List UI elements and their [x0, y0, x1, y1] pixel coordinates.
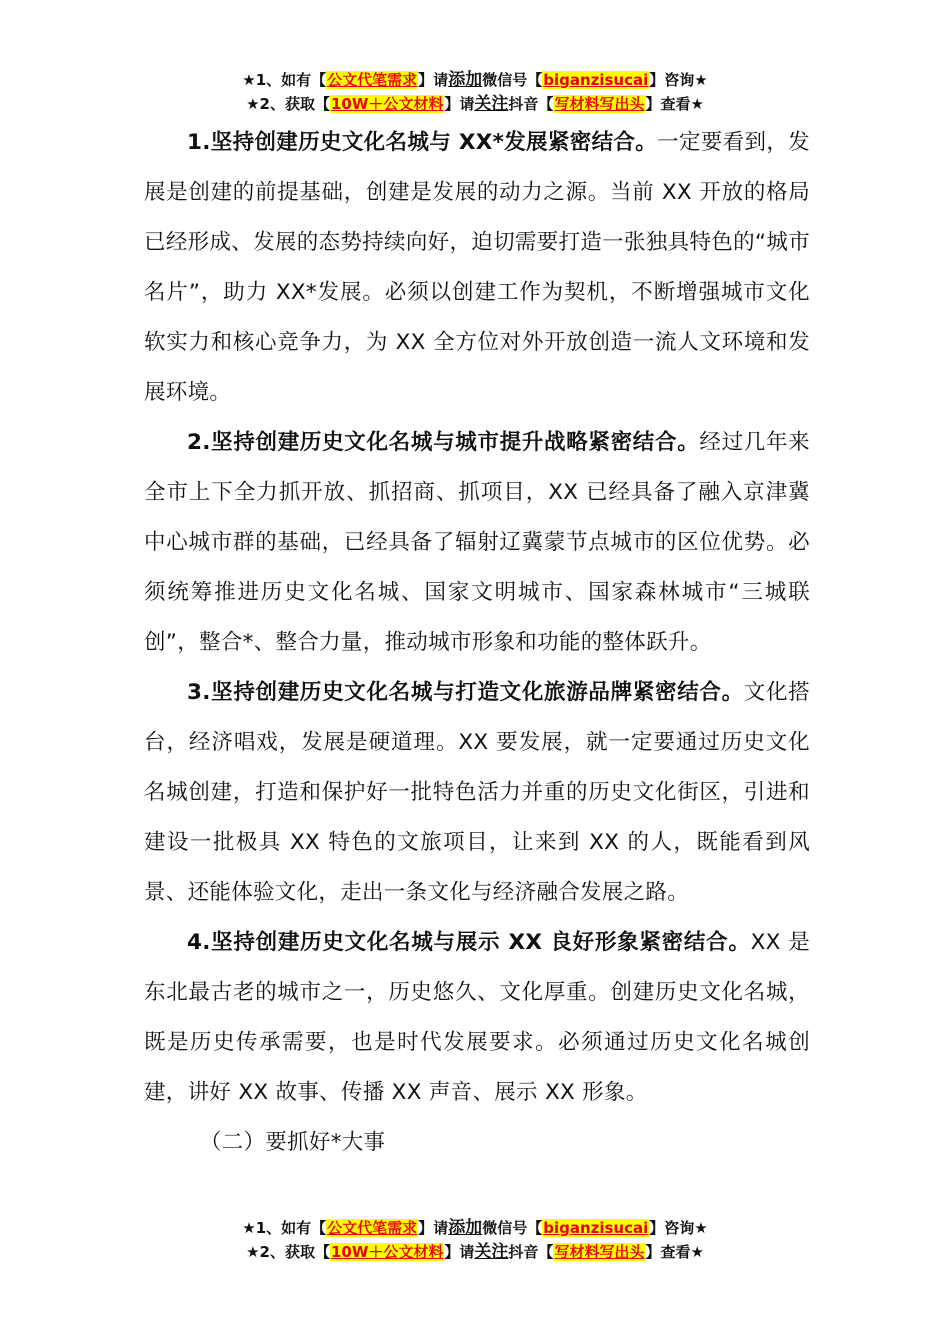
paragraph-text: 经过几年来全市上下全力抓开放、抓招商、抓项目，XX 已经具备了融入京津冀中心城市群的基础，已经具备了辐射辽冀蒙节点城市的区位优势。必须统筹推进历史文化名城、国家文明城市、国家森林城市“三城联创”，整合*、整合力量，推动城市形象和功能的整体跃升。: [144, 430, 810, 655]
paragraph-1: [144, 118, 810, 418]
emphasis-follow: 关注: [474, 94, 509, 114]
banner-text: ★2、获取【: [246, 95, 330, 113]
highlight-douyin: 写材料写出头: [554, 1243, 645, 1261]
banner-text: 】请: [418, 71, 449, 89]
banner-line-2: [0, 1240, 950, 1264]
document-body: [144, 118, 810, 1168]
banner-text: 】查看★: [645, 1243, 704, 1261]
highlight-service: 公文代笔需求: [327, 71, 418, 89]
banner-text: 】请: [444, 1243, 475, 1261]
highlight-wechat-id: biganzisucai: [543, 71, 649, 89]
paragraph-heading: 2.坚持创建历史文化名城与城市提升战略紧密结合。: [187, 430, 700, 455]
banner-text: ★1、如有【: [242, 71, 327, 89]
emphasis-add: 添加: [448, 1218, 483, 1238]
highlight-service: 公文代笔需求: [327, 1219, 418, 1237]
paragraph-heading: 4.坚持创建历史文化名城与展示 XX 良好形象紧密结合。: [187, 930, 751, 955]
paragraph-text: 文化搭台，经济唱戏，发展是硬道理。XX 要发展，就一定要通过历史文化名城创建，打造和保护好一批特色活力并重的历史文化街区，引进和建设一批极具 XX 特色的文旅项目，让来到 XX 的人，既能看到风景、还能体验文化，走出一条文化与经济融合发展之路。: [144, 680, 810, 905]
banner-line-1: [0, 1216, 950, 1240]
highlight-wechat-id: biganzisucai: [543, 1219, 649, 1237]
banner-text: 】请: [444, 95, 475, 113]
paragraph-text: XX 是东北最古老的城市之一，历史悠久、文化厚重。创建历史文化名城，既是历史传承需要，也是时代发展要求。必须通过历史文化名城创建，讲好 XX 故事、传播 XX 声音、展示 XX 形象。: [144, 930, 810, 1105]
banner-text: 】咨询★: [649, 1219, 708, 1237]
banner-text: 抖音【: [508, 1243, 554, 1261]
section-heading: （二）要抓好*大事: [199, 1130, 386, 1155]
banner-text: 】查看★: [645, 95, 704, 113]
highlight-materials: 10W＋公文材料: [330, 1243, 444, 1261]
banner-text: 】请: [418, 1219, 449, 1237]
banner-line-2: [0, 92, 950, 116]
emphasis-follow: 关注: [474, 1242, 509, 1262]
banner-text: 微信号【: [482, 71, 543, 89]
footer-banner: [0, 1216, 950, 1264]
banner-text: 】咨询★: [649, 71, 708, 89]
paragraph-3: [144, 668, 810, 918]
header-banner: [0, 68, 950, 116]
highlight-douyin: 写材料写出头: [554, 95, 645, 113]
paragraph-heading: 1.坚持创建历史文化名城与 XX*发展紧密结合。: [187, 130, 658, 155]
banner-text: ★2、获取【: [246, 1243, 330, 1261]
paragraph-text: 一定要看到，发展是创建的前提基础，创建是发展的动力之源。当前 XX 开放的格局已经形成、发展的态势持续向好，迫切需要打造一张独具特色的“城市名片”，助力 XX*发展。必须以创建工作为契机，不断增强城市文化软实力和核心竞争力，为 XX 全方位对外开放创造一流人文环境和发展环境。: [144, 130, 810, 405]
paragraph-heading: 3.坚持创建历史文化名城与打造文化旅游品牌紧密结合。: [187, 680, 744, 705]
paragraph-4: [144, 918, 810, 1118]
emphasis-add: 添加: [448, 70, 483, 90]
banner-text: 抖音【: [508, 95, 554, 113]
banner-text: ★1、如有【: [242, 1219, 327, 1237]
paragraph-2: [144, 418, 810, 668]
highlight-materials: 10W＋公文材料: [330, 95, 444, 113]
banner-line-1: [0, 68, 950, 92]
banner-text: 微信号【: [482, 1219, 543, 1237]
